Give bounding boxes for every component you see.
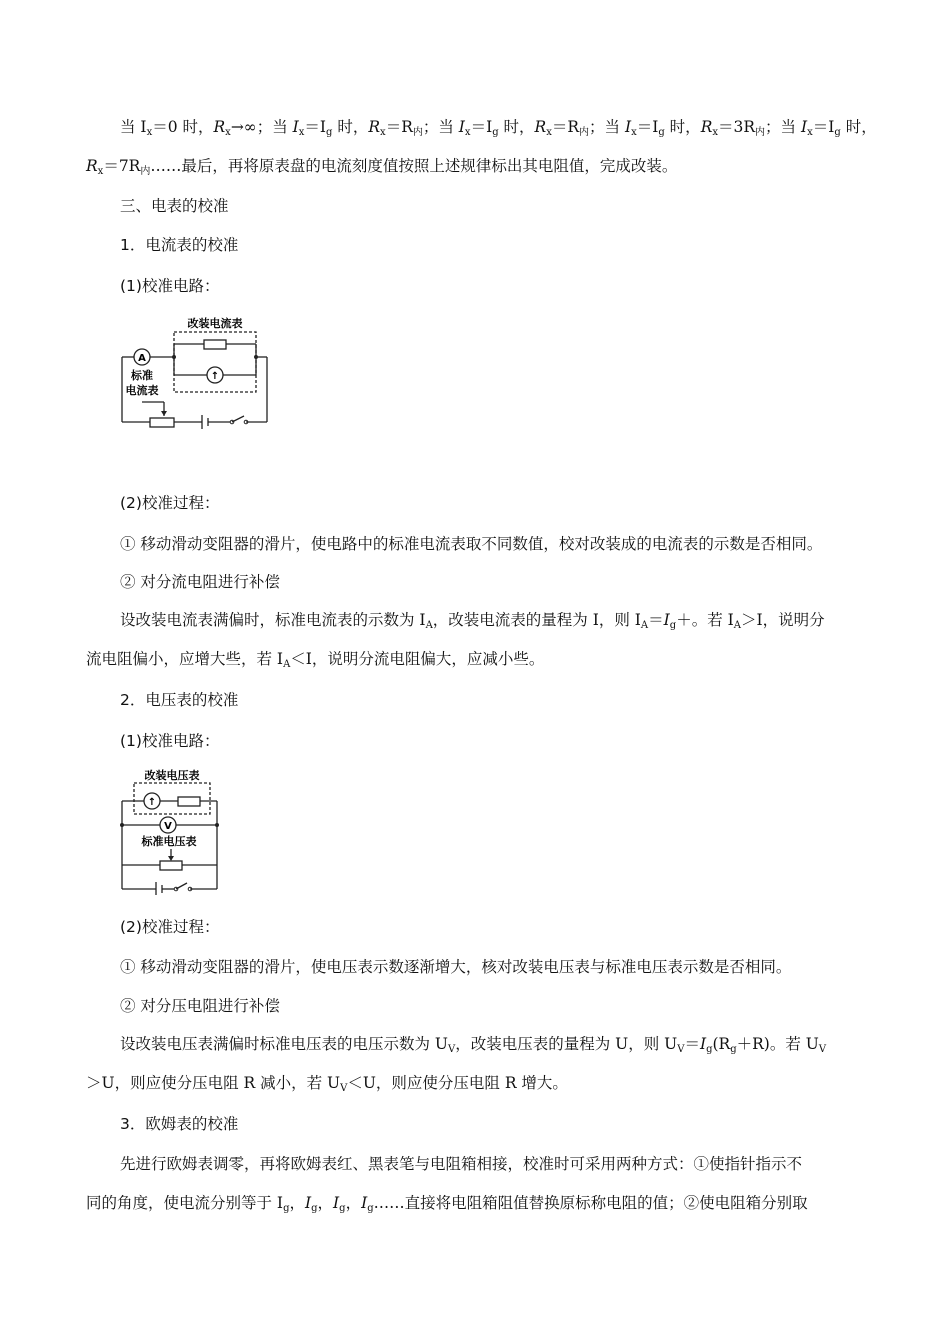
- ohmmeter-line-1: 先进行欧姆表调零，再将欧姆表红、黑表笔与电阻箱相接，校准时可采用两种方式：①使指针指示不: [120, 1155, 803, 1173]
- voltmeter-circuit-label: (1)校准电路：: [120, 732, 220, 750]
- ammeter-process-label: (2)校准过程：: [120, 494, 220, 512]
- voltmeter-box-label: 改装电压表: [144, 769, 200, 782]
- ammeter-circuit-label: (1)校准电路：: [120, 277, 220, 295]
- ammeter-symbol: A: [138, 353, 146, 364]
- voltmeter-heading: 2．电压表的校准: [120, 691, 239, 709]
- voltmeter-calibration-circuit: [112, 765, 227, 895]
- ammeter-heading: 1．电流表的校准: [120, 236, 239, 254]
- ohmmeter-line-2: 同的角度，使电流分别等于 $I_g$，$I_g$，$I_g$，$I_g\dots\dots$直接将电阻箱阻值替换原标称电阻的值；②使电阻箱分别取: [86, 1194, 808, 1214]
- voltmeter-symbol: V: [164, 821, 172, 832]
- ammeter-std-label-1: 标准: [131, 369, 153, 382]
- voltmeter-compensation-line-2: ＞U，则应使分压电阻 R 减小，若 $U_V<U$，则应使分压电阻 R 增大。: [86, 1074, 568, 1094]
- voltmeter-process-label: (2)校准过程：: [120, 918, 220, 936]
- ohmmeter-heading: 3．欧姆表的校准: [120, 1115, 239, 1133]
- ammeter-std-label-2: 电流表: [125, 384, 159, 397]
- voltmeter-std-label: 标准电压表: [141, 835, 197, 848]
- ammeter-compensation-line-1: 设改装电流表满偏时，标准电流表的示数为 $I_A$，改装电流表的量程为 I，则 $I_A=I_g+$。若 $I_A>I$，说明分: [120, 611, 825, 631]
- ammeter-box-label: 改装电流表: [187, 317, 243, 330]
- ohm-scale-line-1: 当 $I_x=0$ 时，$R_x\to\infty$；当 $I_x=I_g$ 时，$R_x=R_内$；当 $I_x=I_g$ 时，$R_x=R_内$；当 $I_x=I_g$ 时，$R_x=3R_内$；当 $I_x=I_g$ 时，: [120, 118, 877, 138]
- voltmeter-step-1: ① 移动滑动变阻器的滑片，使电压表示数逐渐增大，核对改装电压表与标准电压表示数是否相同。: [120, 958, 792, 976]
- ohm-scale-line-2: $R_x=7R_内\dots\dots$最后，再将原表盘的电流刻度值按照上述规律标出其电阻值，完成改装。: [86, 157, 678, 177]
- galvanometer-arrow-icon: ↑: [147, 797, 157, 808]
- ammeter-calibration-circuit: [112, 312, 277, 432]
- galvanometer-arrow-icon: ↑: [210, 371, 220, 382]
- voltmeter-step-2: ② 对分压电阻进行补偿: [120, 997, 280, 1015]
- section-heading: 三、电表的校准: [120, 197, 229, 215]
- ammeter-step-2: ② 对分流电阻进行补偿: [120, 573, 280, 591]
- ammeter-compensation-line-2: 流电阻偏小，应增大些，若 $I_A<I$，说明分流电阻偏大，应减小些。: [86, 650, 545, 670]
- voltmeter-compensation-line-1: 设改装电压表满偏时标准电压表的电压示数为 $U_V$，改装电压表的量程为 U，则 $U_V=I_g(R_g+R)$。若 $U_V$: [120, 1035, 827, 1055]
- ammeter-step-1: ① 移动滑动变阻器的滑片，使电路中的标准电流表取不同数值，校对改装成的电流表的示数是否相同。: [120, 535, 823, 553]
